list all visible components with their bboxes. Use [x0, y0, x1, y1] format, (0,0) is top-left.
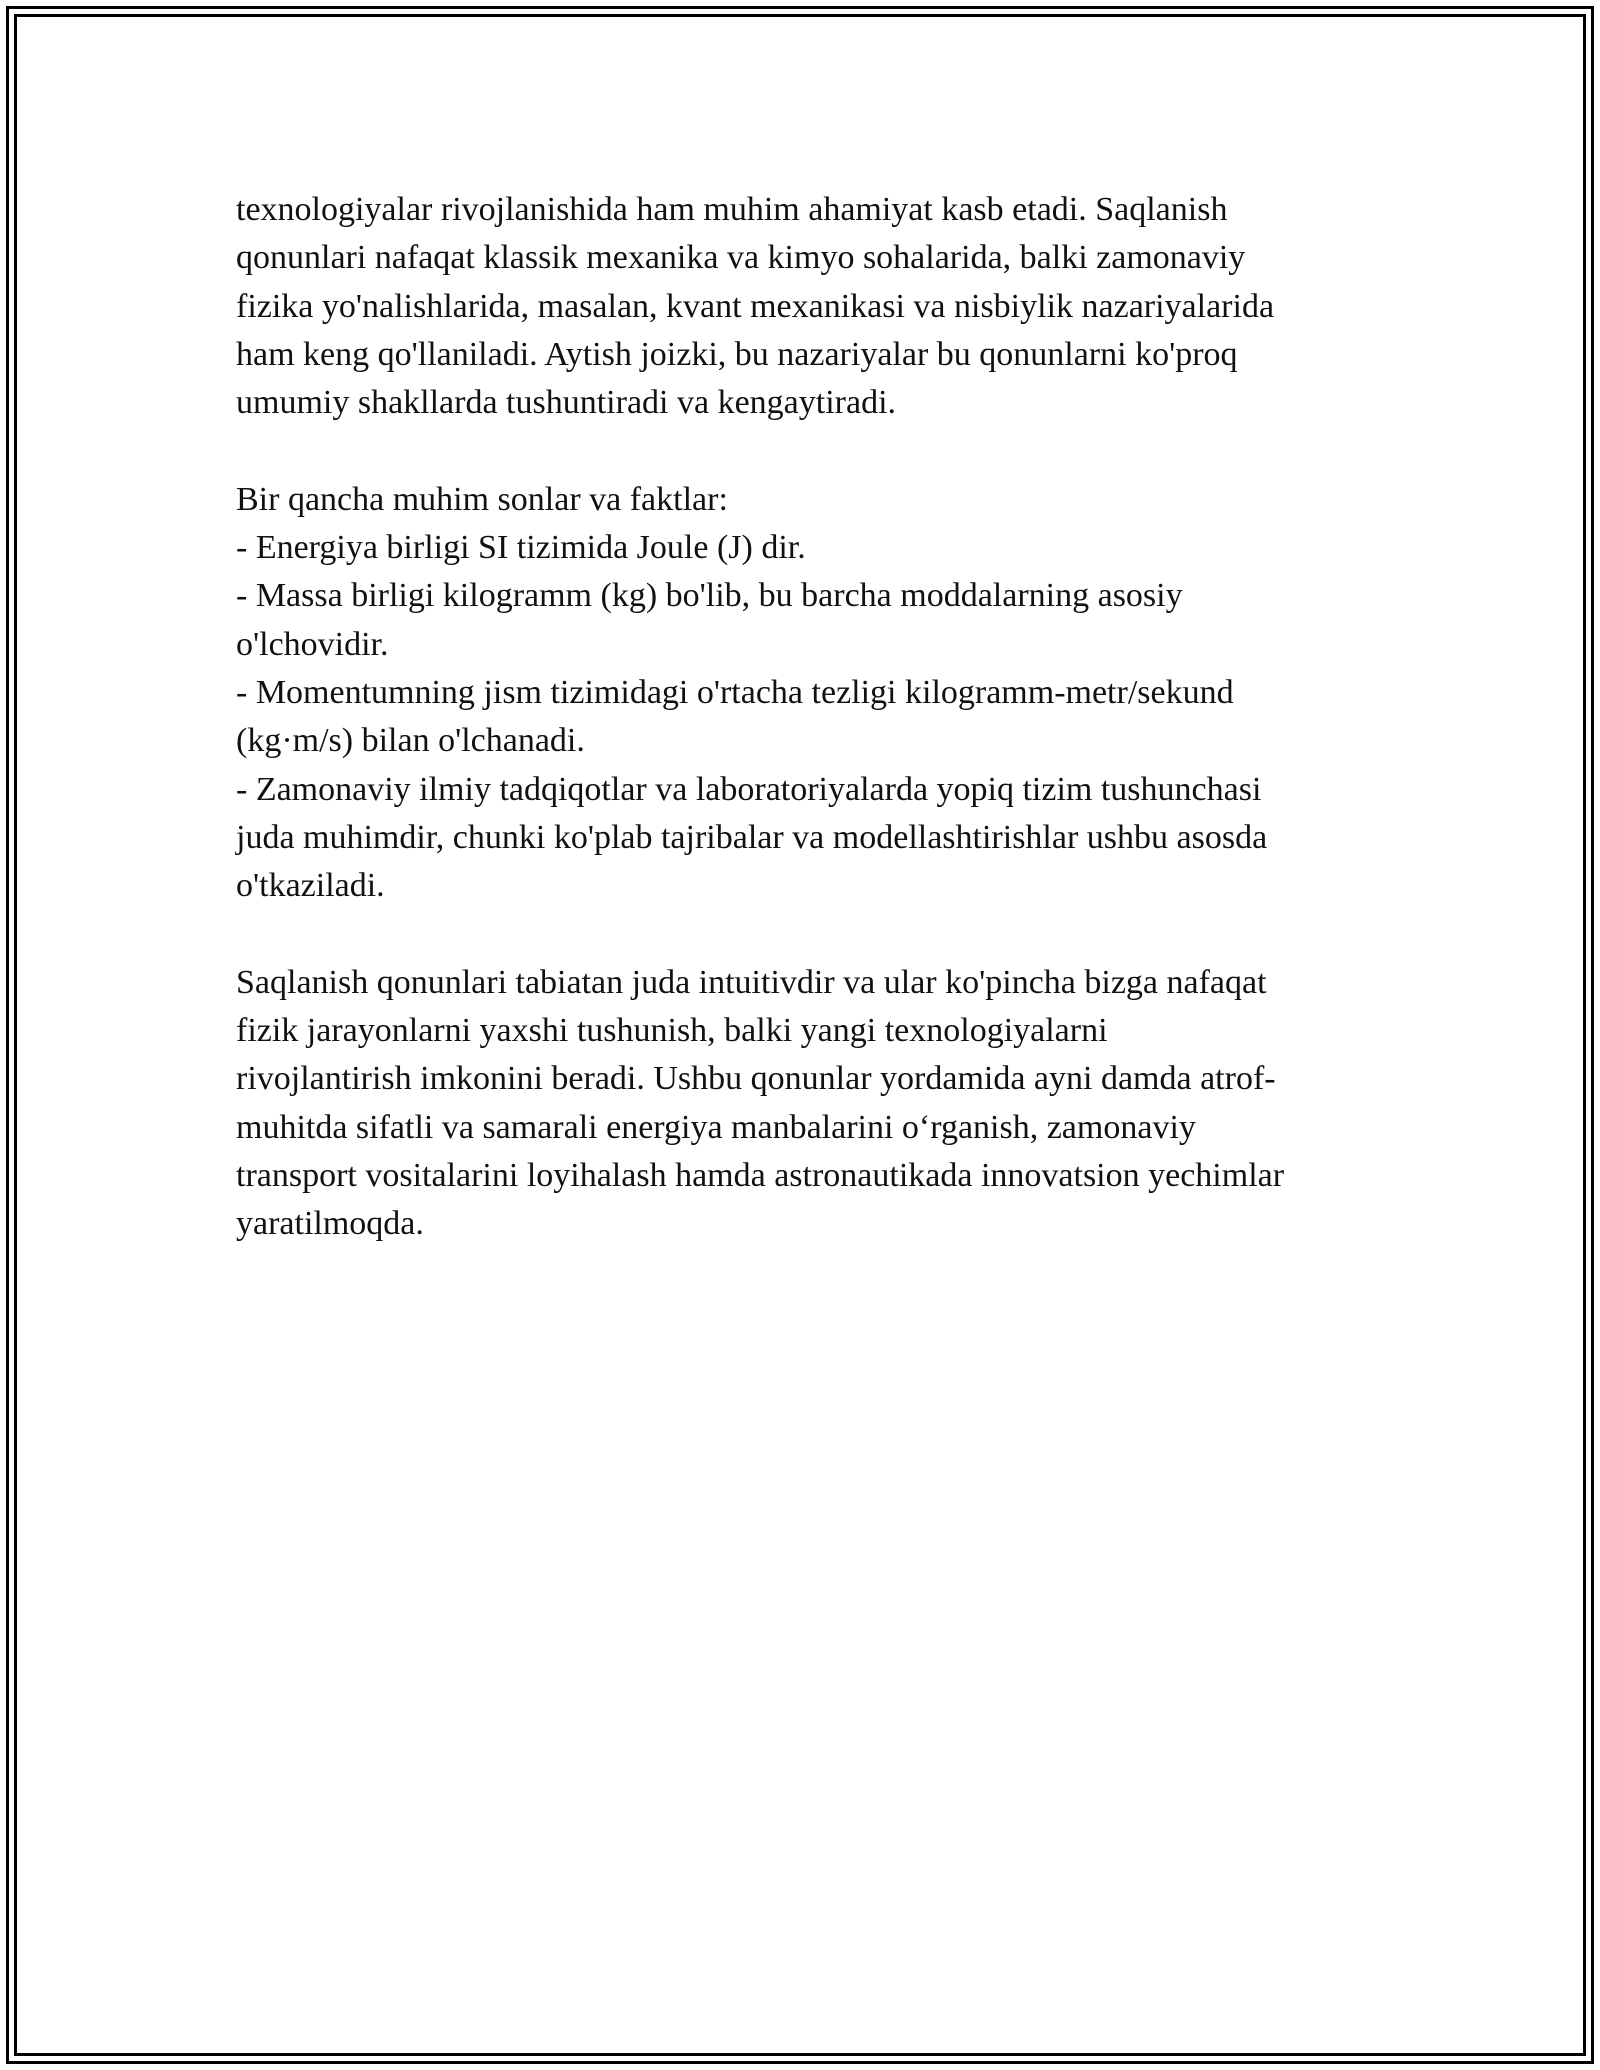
- text-line: texnologiyalar rivojlanishida ham muhim ahamiyat kasb etadi. Saqlanish: [236, 191, 1228, 228]
- list-heading: Bir qancha muhim sonlar va faktlar:: [236, 480, 728, 518]
- document-body: [236, 186, 1396, 1249]
- text-line: fizik jarayonlarni yaxshi tushunish, balki yangi texnologiyalarni: [236, 1012, 1108, 1050]
- text-line: fizika yo'nalishlarida, masalan, kvant mexanikasi va nisbiylik nazariyalarida: [236, 287, 1275, 325]
- list-item: - Momentumning jism tizimidagi o'rtacha tezligi kilogramm-metr/sekund: [236, 673, 1234, 711]
- paragraph-gap: [236, 910, 1396, 958]
- list-item-continuation: o'lchovidir.: [236, 625, 389, 663]
- list-item: - Energiya birligi SI tizimida Joule (J) dir.: [236, 529, 806, 567]
- list-item-continuation: o'tkaziladi.: [236, 867, 385, 905]
- text-line: transport vositalarini loyihalash hamda astronautikada innovatsion yechimlar: [236, 1156, 1285, 1194]
- list-item: - Massa birligi kilogramm (kg) bo'lib, bu barcha moddalarning asosiy: [236, 577, 1183, 615]
- text-line: yaratilmoqda.: [236, 1205, 424, 1243]
- text-line: umumiy shakllarda tushuntiradi va kengaytiradi.: [236, 384, 897, 422]
- paragraph-gap: [236, 427, 1396, 475]
- text-line: ham keng qo'llaniladi. Aytish joizki, bu nazariyalar bu qonunlarni ko'proq: [236, 335, 1238, 373]
- text-line: qonunlari nafaqat klassik mexanika va kimyo sohalarida, balki zamonaviy: [236, 239, 1246, 277]
- list-item-continuation: (kg·m/s) bilan o'lchanadi.: [236, 722, 585, 760]
- list-item-continuation: juda muhimdir, chunki ko'plab tajribalar va modellashtirishlar ushbu asosda: [236, 818, 1268, 856]
- text-line: muhitda sifatli va samarali energiya manbalarini o‘rganish, zamonaviy: [236, 1108, 1196, 1146]
- list-item: - Zamonaviy ilmiy tadqiqotlar va laboratoriyalarda yopiq tizim tushunchasi: [236, 770, 1262, 808]
- text-line: Saqlanish qonunlari tabiatan juda intuitivdir va ular ko'pincha bizga nafaqat: [236, 963, 1267, 1001]
- text-line: rivojlantirish imkonini beradi. Ushbu qonunlar yordamida ayni damda atrof-: [236, 1060, 1276, 1098]
